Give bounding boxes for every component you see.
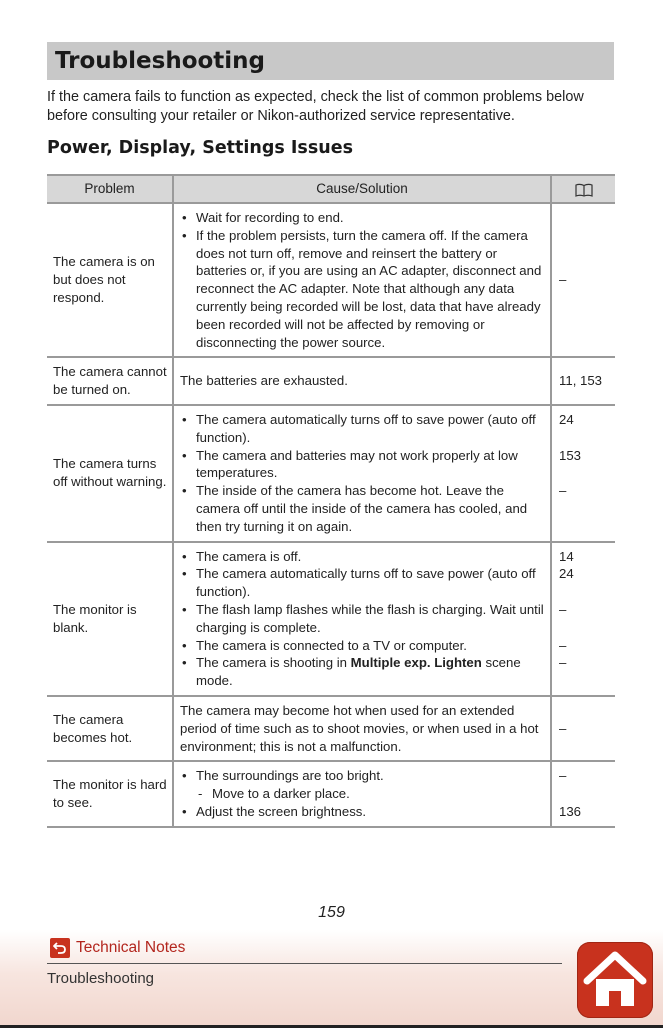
page-reference: –: [559, 720, 567, 736]
page-reference[interactable]: 153: [559, 447, 582, 463]
solution-list: [180, 767, 545, 820]
page-reference-cell: [551, 761, 615, 826]
solution-list: [180, 411, 545, 536]
solution-item: • Adjust the screen brightness.: [180, 803, 545, 821]
page-reference: –: [559, 272, 567, 288]
page-reference[interactable]: 14: [559, 548, 574, 564]
solution-item: • The camera is off.: [180, 548, 545, 566]
solution-item: • The camera and batteries may not work properly at low temperatures.: [180, 447, 545, 483]
table-row: [47, 542, 615, 696]
page-reference-cell: [551, 203, 615, 357]
solution-cell: [173, 761, 551, 826]
page-reference: –: [559, 601, 567, 617]
header-page-reference: [551, 175, 615, 203]
solution-item: • The surroundings are too bright.: [180, 767, 545, 785]
solution-cell: [173, 542, 551, 696]
table-row: [47, 696, 615, 761]
page-number: 159: [318, 904, 345, 921]
solution-item: • The camera automatically turns off to save power (auto off function).: [180, 411, 545, 447]
footer-subsection: Troubleshooting: [47, 970, 155, 987]
page-reference: –: [559, 768, 567, 784]
header-cause-solution: Cause/Solution: [173, 175, 551, 203]
solution-item: • The inside of the camera has become hot. Leave the camera off until the inside of the camera has cooled, and then try turning it on again.: [180, 482, 545, 535]
page-reference: [559, 464, 610, 482]
page-reference: [559, 785, 610, 803]
return-arrow-icon: [50, 938, 70, 958]
page-reference[interactable]: 24: [559, 566, 574, 582]
header-problem: Problem: [47, 175, 173, 203]
scene-mode-name: Multiple exp. Lighten: [350, 655, 482, 671]
page-reference[interactable]: 136: [559, 803, 582, 819]
technical-notes-link[interactable]: [50, 937, 185, 959]
page-title: Troubleshooting: [55, 48, 266, 74]
table-row: [47, 203, 615, 357]
footer-divider: [47, 963, 562, 964]
problem-cell: The camera cannot be turned on.: [47, 357, 173, 405]
page-reference-cell: [551, 357, 615, 405]
solution-cell: [173, 203, 551, 357]
title-bar: [47, 42, 614, 80]
solution-item: - Move to a darker place.: [180, 785, 545, 803]
problem-cell: The monitor is hard to see.: [47, 761, 173, 826]
table-row: [47, 761, 615, 826]
solution-item: • Wait for recording to end.: [180, 209, 545, 227]
page-reference[interactable]: 24: [559, 411, 574, 427]
table-row: [47, 357, 615, 405]
home-icon: [577, 942, 653, 1018]
solution-item: • The camera is connected to a TV or computer.: [180, 637, 545, 655]
solution-list: [180, 548, 545, 690]
section-title: Power, Display, Settings Issues: [47, 138, 353, 158]
page-reference-cell: [551, 696, 615, 761]
solution-cell: [173, 405, 551, 542]
problem-cell: The camera becomes hot.: [47, 696, 173, 761]
solution-item: [180, 654, 545, 690]
troubleshooting-table: [47, 174, 615, 828]
solution-text: scene mode.: [196, 655, 521, 689]
page-reference: [559, 583, 610, 601]
table-row: [47, 405, 615, 542]
problem-cell: The camera is on but does not respond.: [47, 203, 173, 357]
page-reference[interactable]: 11, 153: [559, 373, 603, 389]
book-reference-icon: [575, 183, 593, 197]
page-reference: –: [559, 637, 567, 653]
solution-item: • The flash lamp flashes while the flash is charging. Wait until charging is complete.: [180, 601, 545, 637]
solution-item: • If the problem persists, turn the camera off. If the camera does not turn off, remove and reinsert the battery or batteries or, if you are using an AC adapter, disconnect and reconnect the AC adapter. Note that although any data currently being recorded will be lost, data that have already been recorded will not be affected by removing or disconnecting the power source.: [180, 227, 545, 352]
page-reference: –: [559, 483, 567, 499]
table-header-row: [47, 175, 615, 203]
problem-cell: The camera turns off without warning.: [47, 405, 173, 542]
page-reference-cell: [551, 405, 615, 542]
page-reference: [559, 429, 610, 447]
home-button[interactable]: [577, 942, 653, 1018]
solution-list: [180, 209, 545, 351]
problem-cell: The monitor is blank.: [47, 542, 173, 696]
intro-paragraph: If the camera fails to function as expected, check the list of common problems below before consulting your retailer or Nikon-authorized service representative.: [47, 89, 584, 124]
page-reference-cell: [551, 542, 615, 696]
solution-cell: The batteries are exhausted.: [173, 357, 551, 405]
page-reference: –: [559, 655, 567, 671]
technical-notes-label: Technical Notes: [76, 939, 186, 956]
solution-text: The camera is shooting in: [196, 655, 351, 671]
page-reference: [559, 619, 610, 637]
solution-item: • The camera automatically turns off to save power (auto off function).: [180, 565, 545, 601]
solution-cell: The camera may become hot when used for an extended period of time such as to shoot movies, or when used in a hot environment; this is not a malfunction.: [173, 696, 551, 761]
